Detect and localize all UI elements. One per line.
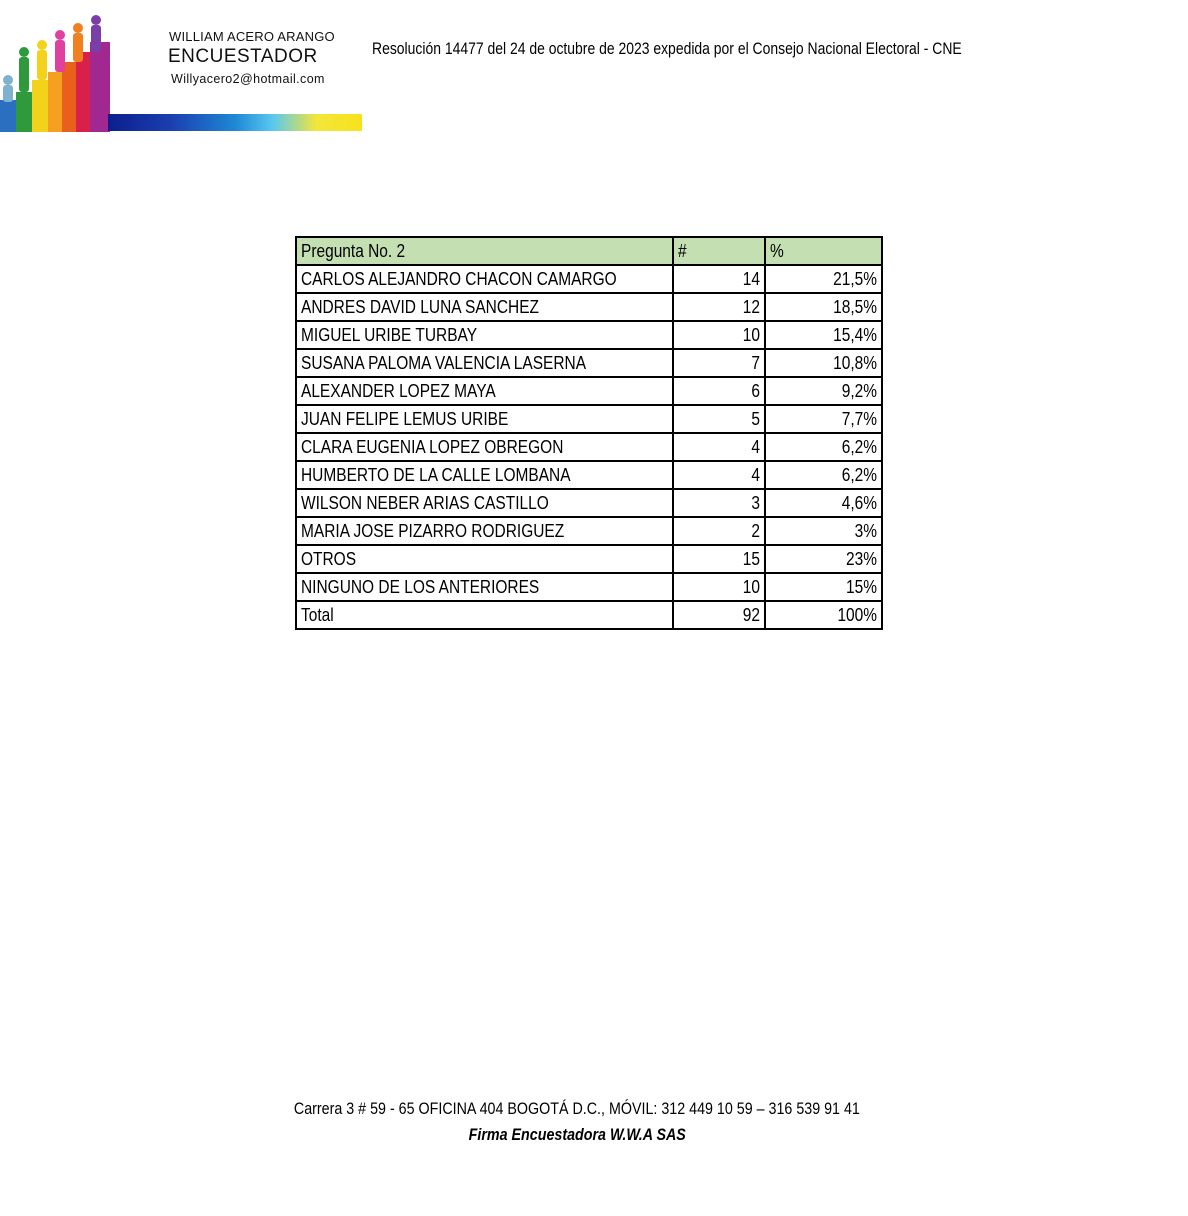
candidate-name: MARIA JOSE PIZARRO RODRIGUEZ — [296, 517, 673, 545]
candidate-name: ALEXANDER LOPEZ MAYA — [296, 377, 673, 405]
logo-gradient-bar — [108, 114, 362, 131]
table-row — [296, 461, 882, 489]
total-count: 92 — [673, 601, 765, 629]
total-label: Total — [296, 601, 673, 629]
vote-percent: 21,5% — [765, 265, 882, 293]
footer-address: Carrera 3 # 59 - 65 OFICINA 404 BOGOTÁ D.C., MÓVIL: 312 449 10 59 – 316 539 91 41 — [294, 1099, 860, 1118]
vote-percent: 6,2% — [765, 433, 882, 461]
table-row — [296, 545, 882, 573]
vote-percent: 15% — [765, 573, 882, 601]
candidate-name: NINGUNO DE LOS ANTERIORES — [296, 573, 673, 601]
vote-percent: 9,2% — [765, 377, 882, 405]
logo-email: Willyacero2@hotmail.com — [171, 72, 325, 86]
results-table — [295, 236, 883, 630]
vote-count: 15 — [673, 545, 765, 573]
table-row — [296, 405, 882, 433]
vote-count: 14 — [673, 265, 765, 293]
vote-percent: 6,2% — [765, 461, 882, 489]
vote-count: 2 — [673, 517, 765, 545]
column-header-percent: % — [765, 237, 882, 265]
vote-percent: 7,7% — [765, 405, 882, 433]
vote-percent: 3% — [765, 517, 882, 545]
vote-percent: 15,4% — [765, 321, 882, 349]
candidate-name: HUMBERTO DE LA CALLE LOMBANA — [296, 461, 673, 489]
vote-count: 5 — [673, 405, 765, 433]
candidate-name: SUSANA PALOMA VALENCIA LASERNA — [296, 349, 673, 377]
logo-name: WILLIAM ACERO ARANGO — [169, 29, 335, 44]
vote-count: 4 — [673, 461, 765, 489]
candidate-name: OTROS — [296, 545, 673, 573]
candidate-name: CLARA EUGENIA LOPEZ OBREGON — [296, 433, 673, 461]
table-row — [296, 265, 882, 293]
vote-count: 6 — [673, 377, 765, 405]
vote-percent: 10,8% — [765, 349, 882, 377]
vote-count: 10 — [673, 573, 765, 601]
vote-count: 10 — [673, 321, 765, 349]
table-row — [296, 377, 882, 405]
total-percent: 100% — [765, 601, 882, 629]
candidate-name: WILSON NEBER ARIAS CASTILLO — [296, 489, 673, 517]
resolution-heading: Resolución 14477 del 24 de octubre de 2023 expedida por el Consejo Nacional Electoral - CNE — [372, 39, 962, 58]
table-row — [296, 433, 882, 461]
table-row — [296, 349, 882, 377]
table-row — [296, 321, 882, 349]
vote-count: 12 — [673, 293, 765, 321]
vote-percent: 23% — [765, 545, 882, 573]
column-header-count: # — [673, 237, 765, 265]
table-total-row — [296, 601, 882, 629]
column-header-question: Pregunta No. 2 — [296, 237, 673, 265]
logo — [0, 0, 362, 132]
table-header-row — [296, 237, 882, 265]
vote-percent: 18,5% — [765, 293, 882, 321]
vote-count: 7 — [673, 349, 765, 377]
logo-title: ENCUESTADOR — [168, 46, 318, 67]
candidate-name: CARLOS ALEJANDRO CHACON CAMARGO — [296, 265, 673, 293]
candidate-name: ANDRES DAVID LUNA SANCHEZ — [296, 293, 673, 321]
footer-firm-name: Firma Encuestadora W.W.A SAS — [468, 1125, 686, 1144]
table-row — [296, 573, 882, 601]
table-row — [296, 517, 882, 545]
staircase-people-logo-icon — [0, 0, 112, 132]
vote-percent: 4,6% — [765, 489, 882, 517]
vote-count: 4 — [673, 433, 765, 461]
table-row — [296, 293, 882, 321]
candidate-name: JUAN FELIPE LEMUS URIBE — [296, 405, 673, 433]
vote-count: 3 — [673, 489, 765, 517]
table-row — [296, 489, 882, 517]
candidate-name: MIGUEL URIBE TURBAY — [296, 321, 673, 349]
